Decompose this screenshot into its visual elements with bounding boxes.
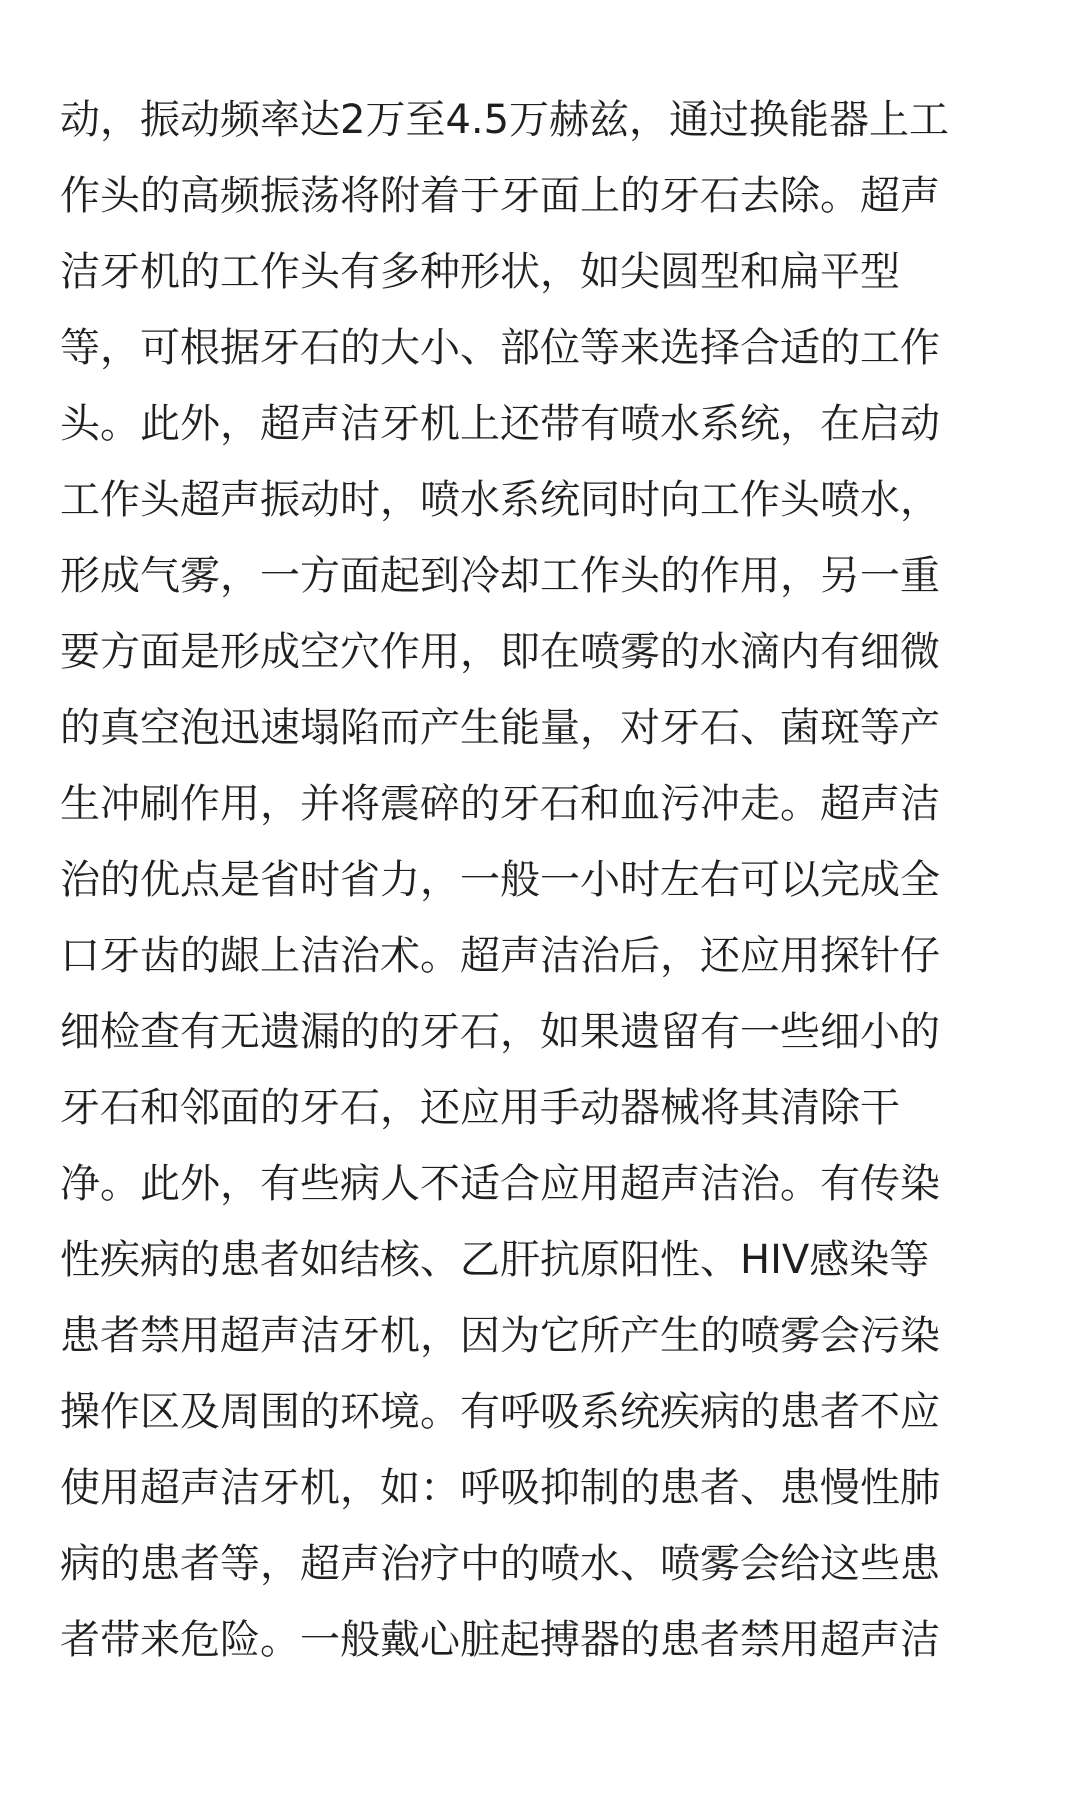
text-line: 等，可根据牙石的大小、部位等来选择合适的工作 <box>60 325 940 371</box>
text-line: 牙石和邻面的牙石，还应用手动器械将其清除干 <box>60 1085 900 1131</box>
text-line: 患者禁用超声洁牙机，因为它所产生的喷雾会污染 <box>60 1313 940 1359</box>
text-line: 口牙齿的龈上洁治术。超声洁治后，还应用探针仔 <box>60 933 940 979</box>
text-line: 形成气雾，一方面起到冷却工作头的作用，另一重 <box>60 553 940 599</box>
text-line: 洁牙机的工作头有多种形状，如尖圆型和扁平型 <box>60 249 900 295</box>
text-line: 操作区及周围的环境。有呼吸系统疾病的患者不应 <box>60 1389 940 1435</box>
text-line: 净。此外，有些病人不适合应用超声洁治。有传染 <box>60 1161 940 1207</box>
text-line: 作头的高频振荡将附着于牙面上的牙石去除。超声 <box>60 173 940 219</box>
text-line: 使用超声洁牙机，如：呼吸抑制的患者、患慢性肺 <box>60 1465 940 1511</box>
article-body <box>60 82 1020 1678</box>
text-line: 的真空泡迅速塌陷而产生能量，对牙石、菌斑等产 <box>60 705 940 751</box>
text-line: 工作头超声振动时，喷水系统同时向工作头喷水， <box>60 477 940 523</box>
text-line: 要方面是形成空穴作用，即在喷雾的水滴内有细微 <box>60 629 940 675</box>
text-line: 生冲刷作用，并将震碎的牙石和血污冲走。超声洁 <box>60 781 940 827</box>
text-line: 细检查有无遗漏的的牙石，如果遗留有一些细小的 <box>60 1009 940 1055</box>
text-line: 动，振动频率达2万至4.5万赫兹，通过换能器上工 <box>60 97 950 143</box>
text-line: 头。此外，超声洁牙机上还带有喷水系统，在启动 <box>60 401 940 447</box>
text-line: 治的优点是省时省力，一般一小时左右可以完成全 <box>60 857 940 903</box>
text-line: 性疾病的患者如结核、乙肝抗原阳性、HIV感染等 <box>60 1237 930 1283</box>
text-line: 病的患者等，超声治疗中的喷水、喷雾会给这些患 <box>60 1541 940 1587</box>
text-line: 者带来危险。一般戴心脏起搏器的患者禁用超声洁 <box>60 1617 940 1663</box>
